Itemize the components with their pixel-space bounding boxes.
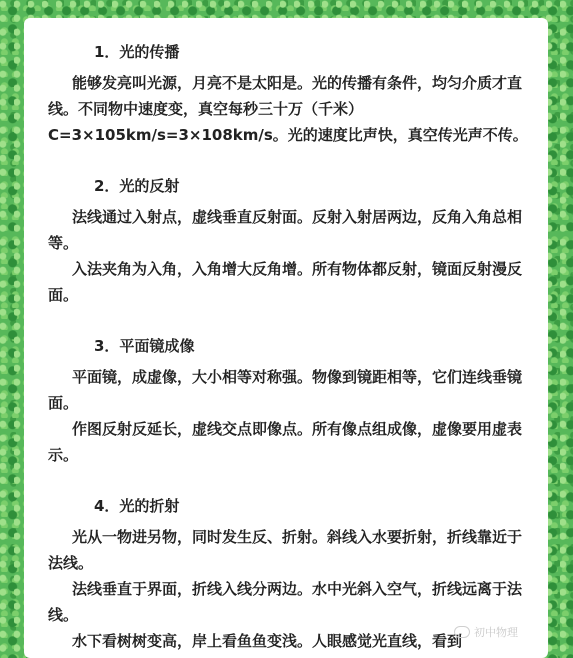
paragraph: 光从一物进另物，同时发生反、折射。斜线入水要折射，折线靠近于法线。 bbox=[48, 528, 523, 572]
paragraph: 法线垂直于界面，折线入线分两边。水中光斜入空气，折线远离于法线。 bbox=[48, 580, 523, 624]
section-light-propagation bbox=[48, 40, 532, 148]
section-heading: 2．光的反射 bbox=[94, 177, 180, 195]
paragraph: 入法夹角为入角，入角增大反角增。所有物体都反射，镜面反射漫反面。 bbox=[48, 260, 523, 304]
watermark bbox=[454, 624, 518, 640]
paragraph: 法线通过入射点，虚线垂直反射面。反射入射居两边，反角入角总相等。 bbox=[48, 208, 523, 252]
paragraph: 水下看树树变高，岸上看鱼鱼变浅。人眼感觉光直线，看到 bbox=[72, 632, 463, 650]
section-light-reflection bbox=[48, 174, 532, 308]
document-page bbox=[24, 18, 548, 658]
section-plane-mirror bbox=[48, 334, 532, 468]
section-heading: 4．光的折射 bbox=[94, 497, 180, 515]
paragraph: 平面镜，成虚像，大小相等对称强。物像到镜距相等，它们连线垂镜面。 bbox=[48, 368, 523, 412]
section-heading: 3．平面镜成像 bbox=[94, 337, 195, 355]
paragraph: 能够发亮叫光源，月亮不是太阳是。光的传播有条件，均匀介质才直线。不同物中速度变，真空每秒三十万（千米）C=3×105km/s=3×108km/s。光的速度比声快，真空传光声不传。 bbox=[48, 74, 528, 144]
watermark-text: 初中物理 bbox=[474, 626, 518, 639]
wechat-icon bbox=[454, 626, 470, 638]
section-heading: 1．光的传播 bbox=[94, 43, 180, 61]
paragraph: 作图反射反延长，虚线交点即像点。所有像点组成像，虚像要用虚表示。 bbox=[48, 420, 523, 464]
